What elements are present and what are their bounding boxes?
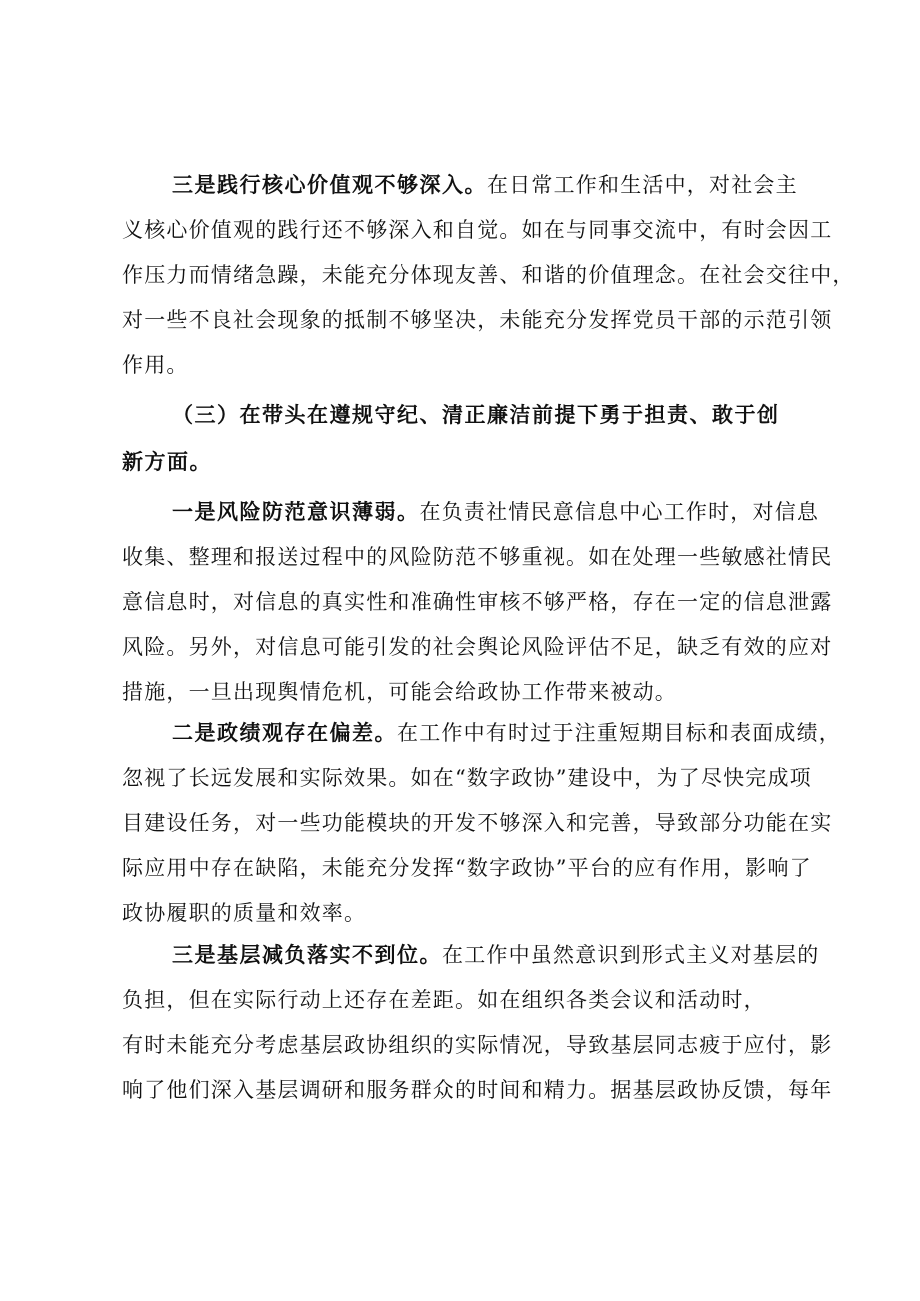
paragraph-3-line-2: 收集、整理和报送过程中的风险防范不够重视。如在处理一些敏感社情民	[122, 545, 833, 569]
paragraph-1-line-5: 作用。	[122, 353, 189, 377]
section-heading-line-2: 新方面。	[122, 449, 212, 474]
paragraph-3-line-3: 意信息时，对信息的真实性和准确性审核不够严格，存在一定的信息泄露	[122, 590, 833, 614]
paragraph-3-line-4: 风险。另外，对信息可能引发的社会舆论风险评估不足，缺乏有效的应对	[122, 635, 833, 659]
paragraph-1-line-3: 作压力而情绪急躁，未能充分体现友善、和谐的价值理念。在社会交往中，	[122, 263, 855, 287]
paragraph-text: 在日常工作和生活中，对社会主	[487, 173, 798, 197]
paragraph-text: 在负责社情民意信息中心工作时，对信息	[419, 500, 820, 524]
paragraph-heading: 三是基层减负落实不到位。	[172, 942, 442, 967]
paragraph-3-line-5: 措施，一旦出现舆情危机，可能会给政协工作带来被动。	[122, 680, 677, 704]
section-heading-line-1: （三）在带头在遵规守纪、清正廉洁前提下勇于担责、敢于创	[172, 402, 780, 427]
paragraph-1-line-1	[172, 170, 798, 200]
paragraph-5-line-1	[172, 940, 819, 970]
paragraph-5-line-4: 响了他们深入基层调研和服务群众的时间和精力。据基层政协反馈，每年	[122, 1078, 833, 1102]
paragraph-1-line-4: 对一些不良社会现象的抵制不够坚决，未能充分发挥党员干部的示范引领	[122, 308, 833, 332]
paragraph-1-line-2: 义核心价值观的践行还不够深入和自觉。如在与同事交流中，有时会因工	[122, 218, 833, 242]
paragraph-text: 在工作中有时过于注重短期目标和表面成绩，	[397, 721, 841, 745]
paragraph-5-line-2: 负担，但在实际行动上还存在差距。如在组织各类会议和活动时，	[122, 988, 766, 1012]
paragraph-4-line-1	[172, 718, 841, 748]
paragraph-4-line-5: 政协履职的质量和效率。	[122, 901, 367, 925]
paragraph-4-line-4: 际应用中存在缺陷，未能充分发挥“数字政协”平台的应有作用，影响了	[122, 856, 812, 880]
paragraph-heading: 一是风险防范意识薄弱。	[172, 499, 420, 524]
paragraph-heading: 二是政绩观存在偏差。	[172, 720, 397, 745]
paragraph-3-line-1	[172, 497, 819, 527]
paragraph-text: 在工作中虽然意识到形式主义对基层的	[442, 943, 820, 967]
paragraph-heading: 三是践行核心价值观不够深入。	[172, 172, 487, 197]
paragraph-4-line-3: 目建设任务，对一些功能模块的开发不够深入和完善，导致部分功能在实	[122, 811, 833, 835]
paragraph-5-line-3: 有时未能充分考虑基层政协组织的实际情况，导致基层同志疲于应付，影	[122, 1033, 833, 1057]
paragraph-4-line-2: 忽视了长远发展和实际效果。如在“数字政协”建设中，为了尽快完成项	[122, 766, 812, 790]
